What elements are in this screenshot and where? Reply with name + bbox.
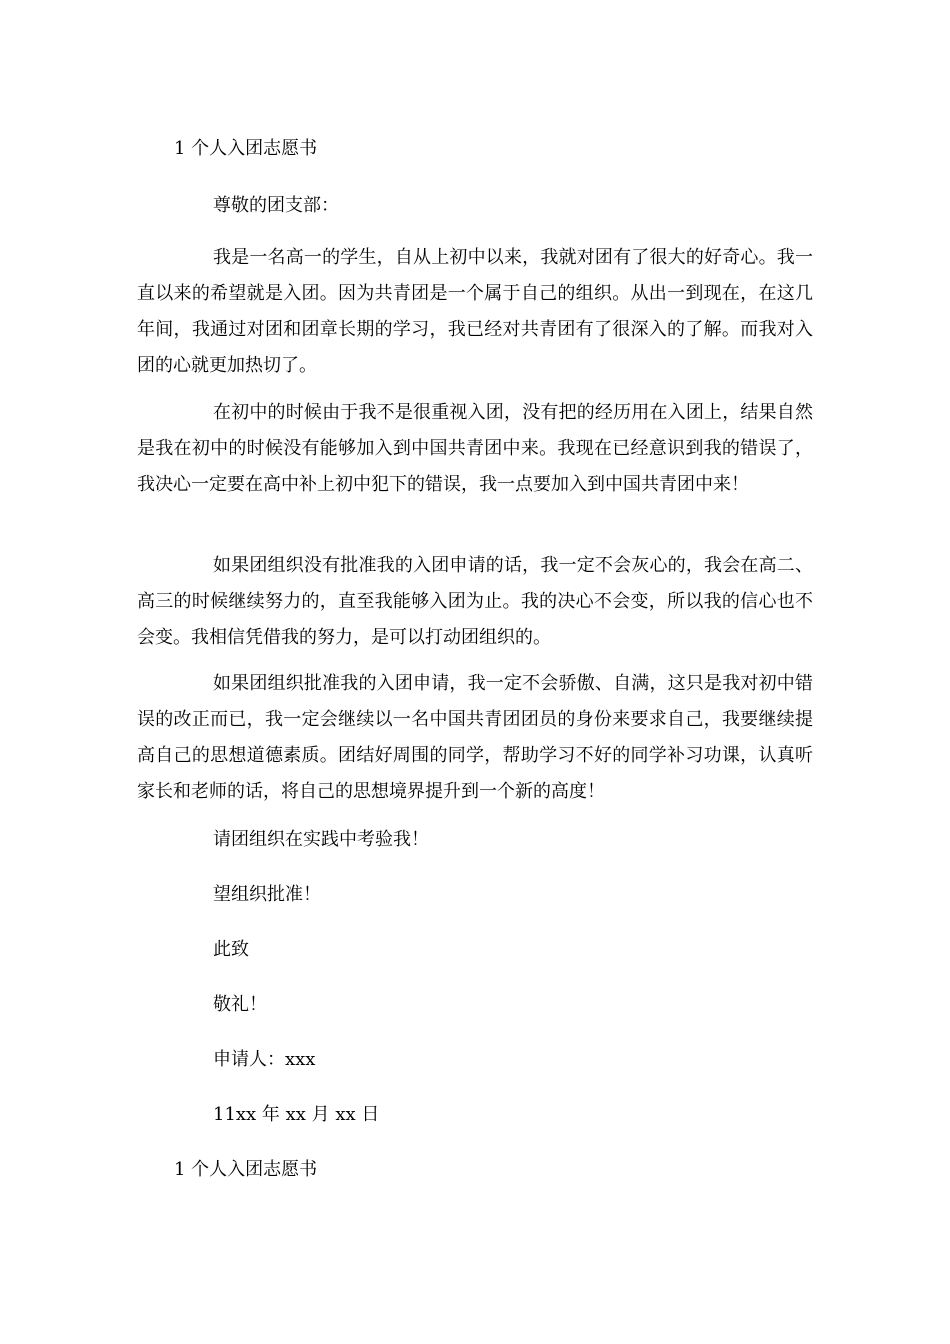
applicant-signature: 申请人：xxx (213, 1049, 316, 1070)
body-paragraph-2: 在初中的时候由于我不是很重视入团，没有把的经历用在入团上，结果自然是我在初中的时候没有能够加入到中国共青团中来。我现在已经意识到我的错误了，我决心一定要在高中补上初中犯下的错误，我一点要加入到中国共青团中来！ (137, 402, 813, 495)
document-title: 1 个人入团志愿书 (174, 138, 318, 159)
salutation: 尊敬的团支部： (213, 195, 339, 216)
body-paragraph-1: 我是一名高一的学生，自从上初中以来，我就对团有了很大的好奇心。我一直以来的希望就是入团。因为共青团是一个属于自己的组织。从出一到现在，在这几年间，我通过对团和团章长期的学习，我已经对共青团有了很深入的了解。而我对入团的心就更加热切了。 (137, 247, 813, 376)
body-paragraph-3: 如果团组织没有批准我的入团申请的话，我一定不会灰心的，我会在高二、高三的时候继续努力的，直至我能够入团为止。我的决心不会变，所以我的信心也不会变。我相信凭借我的努力，是可以打动团组织的。 (137, 555, 813, 648)
date-line: 11xx 年 xx 月 xx 日 (213, 1104, 380, 1125)
closing-line-test: 请团组织在实践中考验我！ (213, 829, 429, 850)
closing-line-cizhi: 此致 (213, 939, 249, 960)
closing-line-jingli: 敬礼！ (213, 994, 267, 1015)
body-paragraph-4: 如果团组织批准我的入团申请，我一定不会骄傲、自满，这只是我对初中错误的改正而已，我一定会继续以一名中国共青团团员的身份来要求自己，我要继续提高自己的思想道德素质。团结好周围的同学，帮助学习不好的同学补习功课，认真听家长和老师的话，将自己的思想境界提升到一个新的高度！ (137, 673, 813, 802)
closing-line-approve: 望组织批准！ (213, 884, 321, 905)
next-document-title: 1 个人入团志愿书 (174, 1159, 318, 1180)
